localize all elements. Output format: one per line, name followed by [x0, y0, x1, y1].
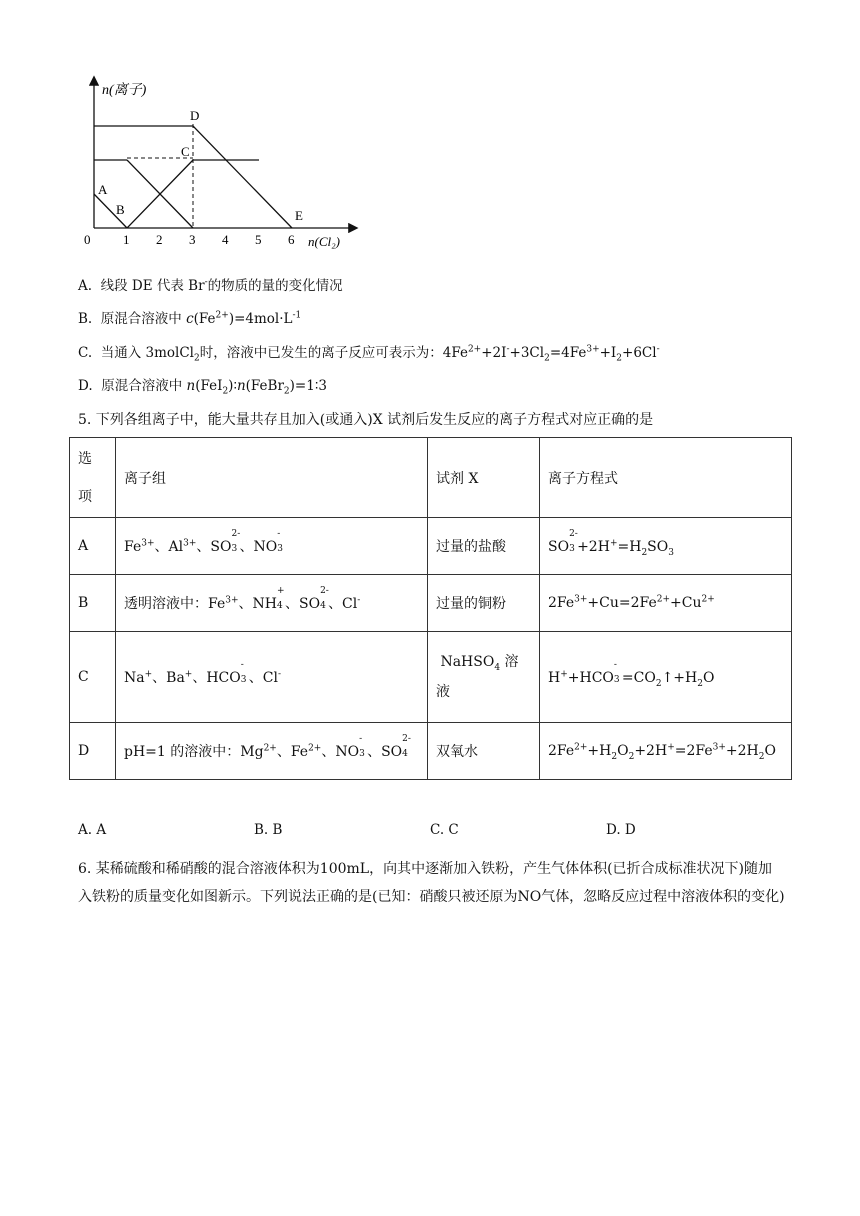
- answer-d[interactable]: D. D: [606, 822, 636, 838]
- q5-stem: 5. 下列各组离子中，能大量共存且加入(或通入)X 试剂后发生反应的离子方程式对应正确的是: [78, 412, 654, 428]
- y-axis-label: n(离子): [102, 83, 147, 98]
- row-equation: $2Fe^{2+}+H_2O_2+2H^+=2Fe^{3+}+2H_2O$: [540, 723, 792, 780]
- ion-amount-graph: [80, 72, 380, 252]
- q4-option-c[interactable]: C. 当通入 3molCl$_2$时，溶液中已发生的离子反应可表示为：$4Fe^{2+}+2I^-+3Cl_2=4Fe^{3+}+I_2+6Cl^-$: [78, 344, 660, 364]
- row-ions: Na+、Ba+、HCO - 3 、Cl-: [116, 632, 428, 723]
- x-tick-label: 2: [156, 232, 163, 247]
- x-tick-label: 0: [84, 232, 91, 247]
- point-label-b: B: [116, 202, 125, 217]
- x-tick-labels: [84, 232, 295, 247]
- row-option: D: [70, 723, 116, 780]
- table-row: [70, 575, 792, 632]
- answer-c[interactable]: C. C: [430, 822, 459, 838]
- row-ions: 透明溶液中：$Fe^{3+}$、NH + 4 、SO 2- 4 、Cl-: [116, 575, 428, 632]
- q4-option-b[interactable]: B. 原混合溶液中 $c(Fe^{2+})=4mol\cdot L^{-1}$: [78, 310, 302, 327]
- row-reagent: 双氧水: [428, 723, 540, 780]
- guide-lines: [127, 124, 193, 228]
- answer-a[interactable]: A. A: [78, 822, 107, 838]
- point-label-d: D: [190, 108, 200, 123]
- header-option: 选 项: [70, 438, 116, 518]
- row-option: B: [70, 575, 116, 632]
- x-tick-label: 1: [123, 232, 130, 247]
- graph-segment-6: [193, 126, 292, 228]
- table-header-row: [70, 438, 792, 518]
- q6-stem: 6. 某稀硫酸和稀硝酸的混合溶液体积为100mL，向其中逐渐加入铁粉，产生气体体积(已折合成标准状况下)随加入铁粉的质量变化如图新示。下列说法正确的是(已知：硝酸只被还原为NO气体，忽略反应过程中溶液体积的变化): [78, 861, 785, 905]
- q5-options-table: [69, 437, 792, 780]
- answer-b[interactable]: B. B: [254, 822, 283, 838]
- row-equation: $2Fe^{3+}+Cu=2Fe^{2+}+Cu^{2+}$: [540, 575, 792, 632]
- x-axis-label: n(Cl₂): [308, 234, 340, 249]
- table-row: [70, 632, 792, 723]
- row-option: C: [70, 632, 116, 723]
- point-label-c: C: [181, 144, 190, 159]
- row-reagent: 过量的铜粉: [428, 575, 540, 632]
- header-reagent: 试剂 X: [428, 438, 540, 518]
- x-tick-label: 6: [288, 232, 295, 247]
- row-reagent: 过量的盐酸: [428, 518, 540, 575]
- row-equation: SO 2- 3 $+2H^+=H_2SO_3$: [540, 518, 792, 575]
- table-row: [70, 518, 792, 575]
- header-equation: 离子方程式: [540, 438, 792, 518]
- row-equation: H++HCO - 3 $=CO_2↑+H_2O$: [540, 632, 792, 723]
- row-ions: pH=1 的溶液中：$Mg^{2+}$、$Fe^{2+}$、NO - 3 、SO 2- 4: [116, 723, 428, 780]
- q4-option-a[interactable]: A. 线段 DE 代表 Br-的物质的量的变化情况: [78, 277, 343, 294]
- table-row: [70, 723, 792, 780]
- q4-option-d[interactable]: D. 原混合溶液中 n(FeI$_2$)∶n(FeBr$_2$)=1∶3: [78, 378, 327, 397]
- row-reagent: NaHSO$_4$ 溶 液: [428, 632, 540, 723]
- point-label-a: A: [98, 182, 108, 197]
- x-tick-label: 3: [189, 232, 196, 247]
- row-ions: $Fe^{3+}$、$Al^{3+}$、SO 2- 3 、NO - 3: [116, 518, 428, 575]
- row-option: A: [70, 518, 116, 575]
- x-tick-label: 5: [255, 232, 262, 247]
- x-tick-label: 4: [222, 232, 229, 247]
- point-label-e: E: [295, 208, 303, 223]
- header-ions: 离子组: [116, 438, 428, 518]
